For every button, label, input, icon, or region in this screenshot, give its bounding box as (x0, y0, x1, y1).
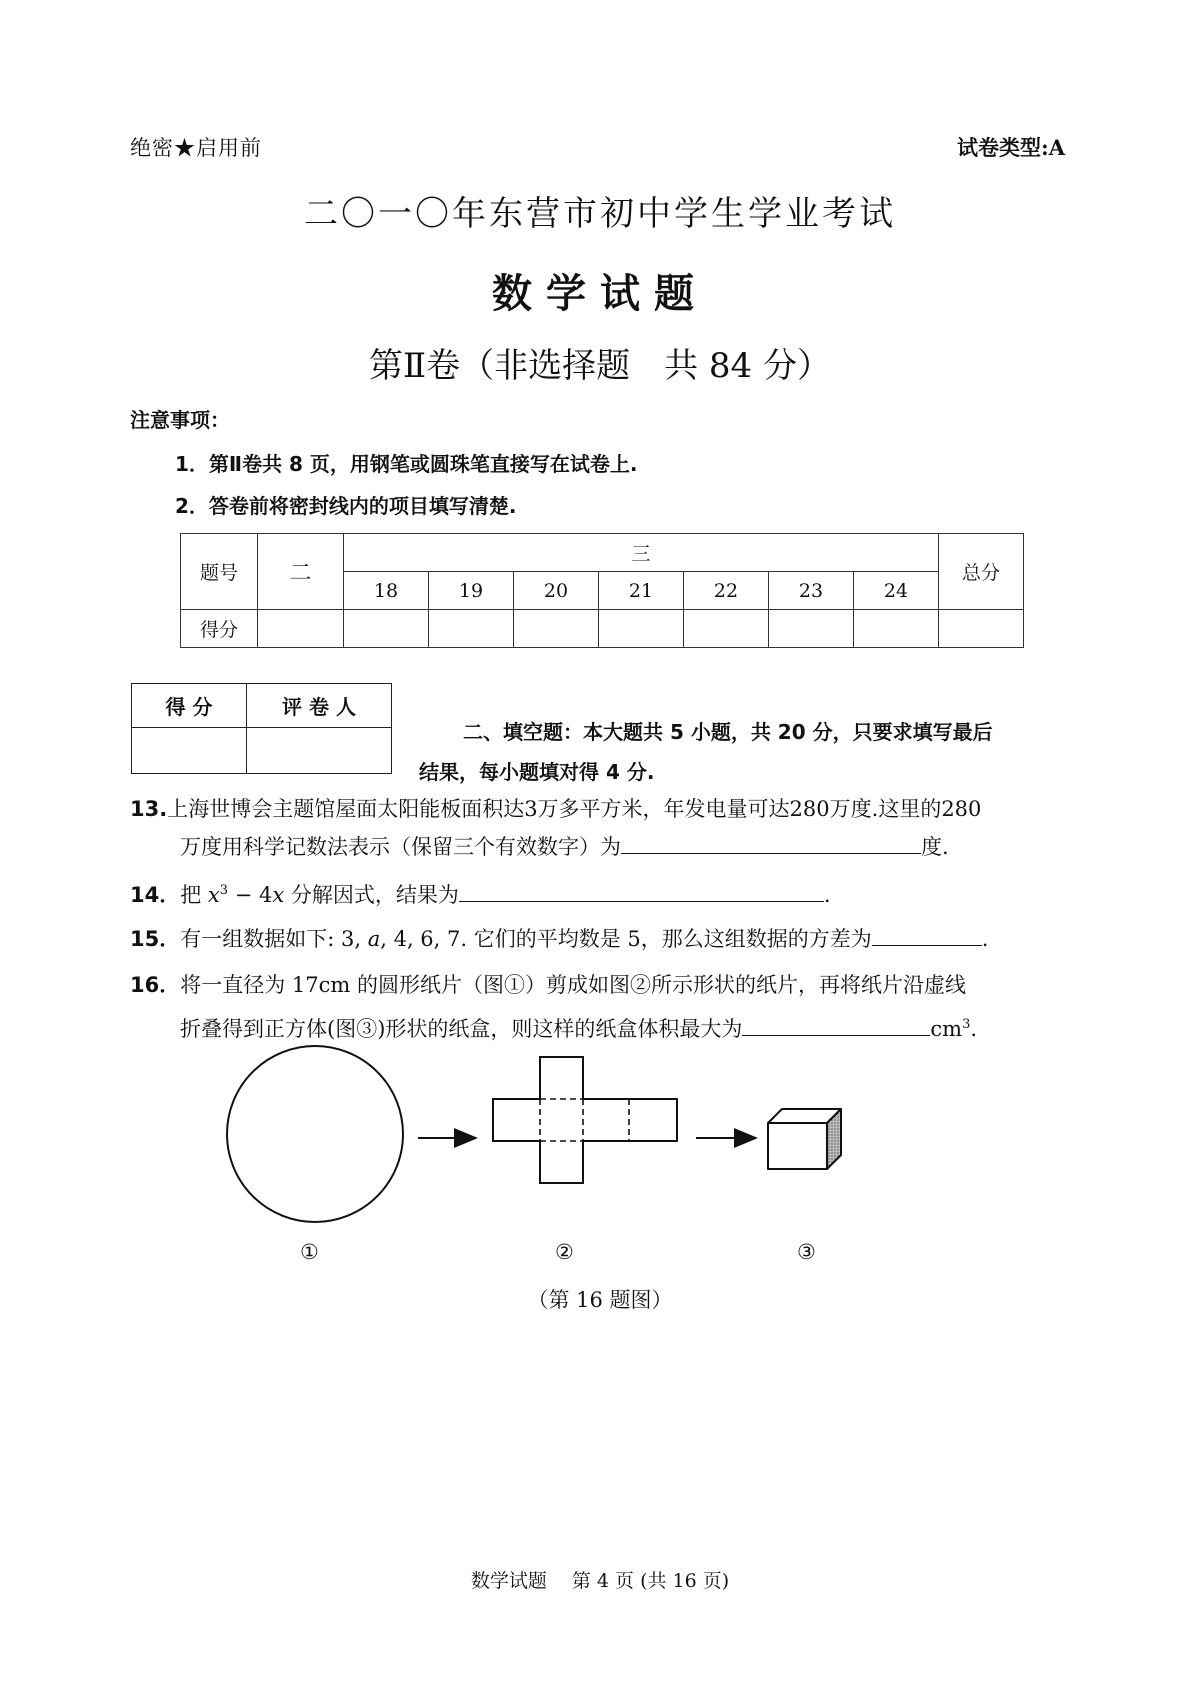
question-18-header: 18 (344, 572, 429, 610)
question-22-header: 22 (684, 572, 769, 610)
score-cell-21[interactable] (599, 610, 684, 648)
question-15-var-a: a (367, 927, 381, 951)
question-23-header: 23 (769, 572, 854, 610)
question-13-line-1: 上海世博会主题馆屋面太阳能板面积达3万多平方米，年发电量可达280万度.这里的280 (167, 797, 982, 821)
question-13 (130, 790, 981, 828)
figure-label-1: ① (300, 1240, 319, 1264)
section-two-header: 二 (258, 534, 344, 610)
question-14-exponent: 3 (219, 883, 229, 898)
figure-caption: （第 16 题图） (527, 1288, 673, 1312)
question-16 (130, 966, 966, 1004)
cube-figure (768, 1109, 841, 1169)
section-two-line-2: 结果，每小题填对得 4 分. (419, 760, 655, 784)
question-14-var-x: x (207, 883, 220, 907)
figure-label-3: ③ (797, 1240, 816, 1264)
question-number-header: 题号 (181, 534, 258, 610)
exam-title: 二〇一〇年东营市初中学生学业考试 (304, 194, 896, 234)
score-cell-18[interactable] (344, 610, 429, 648)
score-cell-19[interactable] (429, 610, 514, 648)
question-14-number: 14． (130, 883, 181, 907)
question-14-term: − 4 (228, 883, 273, 907)
question-16-answer-blank[interactable] (742, 1013, 930, 1036)
notice-heading: 注意事项： (130, 408, 230, 432)
question-14-pre: 把 (180, 883, 202, 907)
figure-label-2: ② (555, 1240, 574, 1264)
question-16-line-1: 将一直径为 17cm 的圆形纸片（图①）剪成如图②所示形状的纸片，再将纸片沿虚线 (180, 973, 966, 997)
question-13-line-2 (180, 828, 949, 866)
grader-score-cell[interactable] (132, 728, 247, 774)
question-16-unit: cm (930, 1017, 963, 1041)
question-24-header: 24 (854, 572, 939, 610)
question-16-line-2 (180, 1006, 977, 1048)
question-15-text: , 4, 6, 7. 它们的平均数是 5，那么这组数据的方差为 (380, 927, 872, 951)
question-14-text: 分解因式，结果为 (290, 883, 459, 907)
page-footer: 数学试题 第 4 页 (共 16 页) (470, 1570, 730, 1592)
question-20-header: 20 (514, 572, 599, 610)
question-14 (130, 872, 831, 914)
volume-title: 第Ⅱ卷（非选择题 共 84 分） (369, 346, 831, 386)
question-14-answer-blank[interactable] (459, 879, 824, 902)
cube-net-figure (493, 1057, 677, 1183)
score-row-label: 得分 (181, 610, 258, 648)
section-three-header: 三 (344, 534, 939, 572)
section-two-intro (419, 712, 993, 792)
question-16-text: 折叠得到正方体(图③)形状的纸盒，则这样的纸盒体积最大为 (180, 1017, 743, 1041)
notice-item-2: 2．答卷前将密封线内的项目填写清楚. (175, 494, 517, 518)
paper-type-label: 试卷类型:A (956, 135, 1065, 160)
confidential-label: 绝密★启用前 (130, 136, 262, 160)
question-21-header: 21 (599, 572, 684, 610)
question-13-number: 13. (130, 797, 168, 821)
grader-box (131, 683, 392, 774)
score-cell-section-two[interactable] (258, 610, 344, 648)
circle-figure (227, 1046, 403, 1222)
grader-name-cell[interactable] (247, 728, 392, 774)
question-14-end: . (823, 883, 831, 907)
question-14-var-x2: x (272, 883, 285, 907)
score-cell-20[interactable] (514, 610, 599, 648)
question-15-pre: 有一组数据如下: 3, (180, 927, 368, 951)
question-16-end: . (970, 1017, 978, 1041)
question-16-unit-exponent: 3 (962, 1017, 971, 1032)
notice-item-1: 1．第Ⅱ卷共 8 页，用钢笔或圆珠笔直接写在试卷上. (175, 452, 638, 476)
question-15-end: . (981, 927, 989, 951)
question-16-number: 16． (130, 973, 181, 997)
score-cell-23[interactable] (769, 610, 854, 648)
question-13-unit: 度. (921, 835, 949, 859)
score-table (180, 533, 1024, 648)
score-cell-total[interactable] (939, 610, 1024, 648)
score-cell-22[interactable] (684, 610, 769, 648)
subject-title: 数学试题 (492, 271, 708, 317)
section-two-line-1: 二、填空题：本大题共 5 小题，共 20 分，只要求填写最后 (463, 720, 993, 744)
question-13-text: 万度用科学记数法表示（保留三个有效数字）为 (180, 835, 621, 859)
question-15-answer-blank[interactable] (872, 923, 982, 946)
grader-score-label: 得 分 (132, 684, 247, 728)
grader-name-label: 评 卷 人 (247, 684, 392, 728)
question-19-header: 19 (429, 572, 514, 610)
total-header: 总分 (939, 534, 1024, 610)
question-15-number: 15． (130, 927, 181, 951)
question-15 (130, 920, 988, 958)
score-cell-24[interactable] (854, 610, 939, 648)
question-13-answer-blank[interactable] (621, 831, 921, 854)
